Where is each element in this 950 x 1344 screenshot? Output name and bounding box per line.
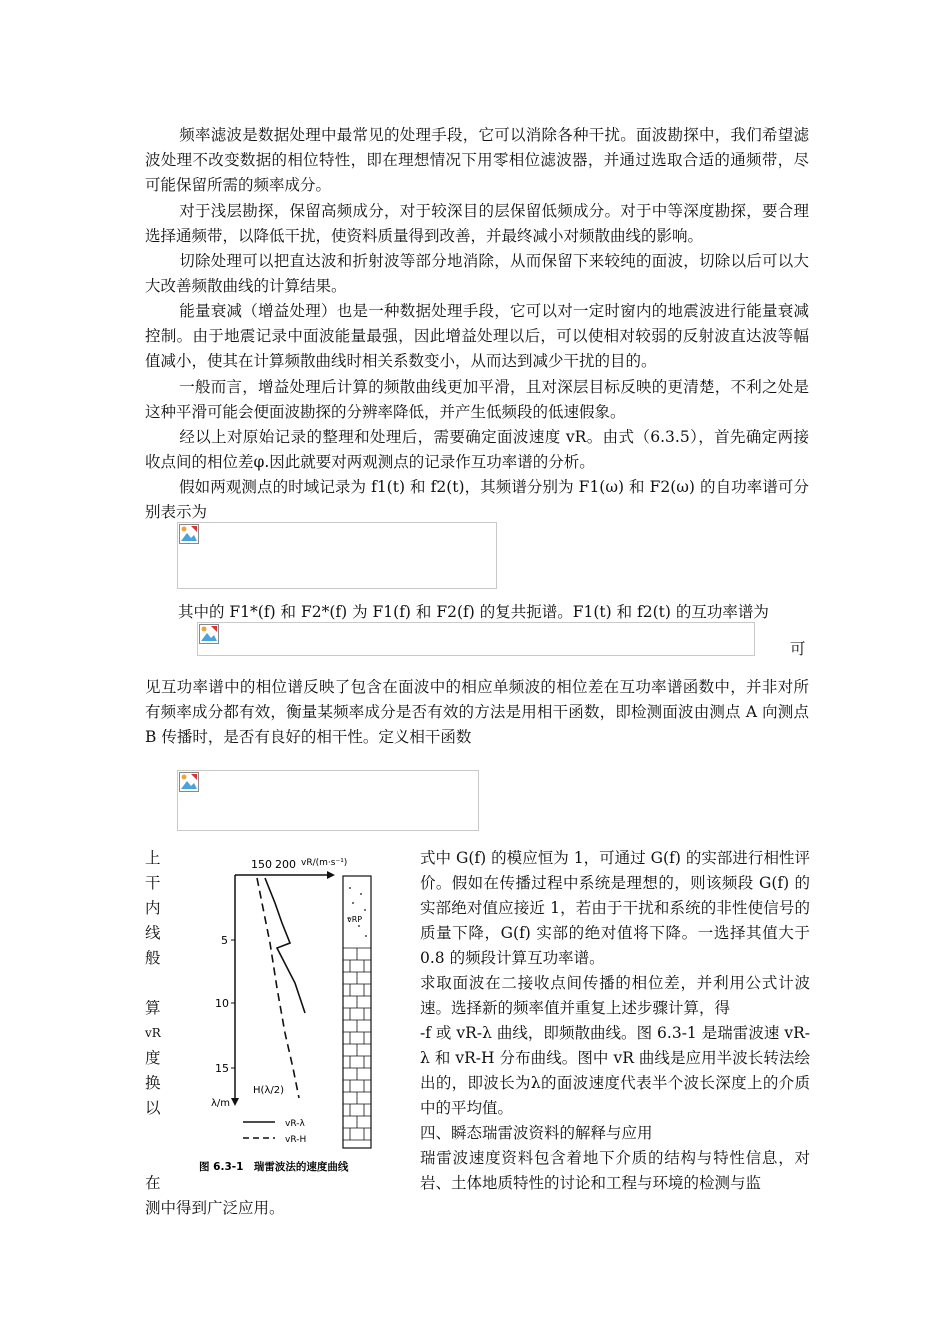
left-fragment-char: 度	[145, 1049, 161, 1067]
left-fragment-char: 上	[145, 849, 161, 867]
left-fragment-char: 算	[145, 999, 161, 1017]
formula-image-coherence	[177, 770, 479, 831]
broken-image-icon	[179, 524, 199, 544]
legend-solid-label: vR-λ	[285, 1119, 305, 1129]
depth-axis-label: λ/m	[211, 1098, 231, 1109]
paragraph-frequency-filtering: 频率滤波是数据处理中最常见的处理手段，它可以消除各种干扰。面波勘探中，我们希望滤波处理不改变数据的相位特性，即在理想情况下用零相位滤波器，并通过选取合适的通频带，尽可能保留所需的频率成分。	[145, 126, 809, 194]
top-tick-label: 150	[251, 858, 272, 871]
left-fragment-char: 以	[145, 1099, 161, 1117]
legend-dashed-label: vR-H	[285, 1135, 307, 1145]
paragraph-tail-char: 可	[790, 640, 806, 658]
depth-axis-arrow	[231, 1098, 239, 1106]
top-tick-label: 200	[275, 858, 296, 871]
paragraph-cross-power-spectrum: 其中的 F1*(f) 和 F2*(f) 为 F1(f) 和 F2(f) 的复共扼谱。F1(t) 和 f2(t) 的互功率谱为	[178, 603, 769, 621]
top-axis-arrow	[327, 871, 335, 879]
paragraph-shallow-exploration: 对于浅层勘探，保留高频成分，对于较深目的层保留低频成分。对于中等深度勘探，要合理选择通频带，以降低干扰，使资料质量得到改善，并最终减小对频散曲线的影响。	[145, 202, 809, 245]
left-fragment-char: 在	[145, 1174, 161, 1192]
section-heading-interpretation: 四、瞬态瑞雷波资料的解释与应用	[420, 1124, 653, 1142]
depth-tick-label: 15	[215, 1062, 229, 1075]
depth-tick-label: 10	[215, 997, 229, 1010]
left-fragment-char: 内	[145, 899, 161, 917]
formula-image-auto-power	[177, 522, 497, 589]
h-label: H(λ/2)	[253, 1085, 284, 1096]
paragraph-gain-processing: 一般而言，增益处理后计算的频散曲线更加平滑，且对深层目标反映的更清楚，不利之处是这种平滑可能会便面波勘探的分辨率降低，并产生低频段的低速假象。	[145, 378, 809, 421]
figure-rayleigh-velocity-curve	[195, 848, 415, 1178]
paragraph-energy-attenuation: 能量衰减（增益处理）也是一种数据处理手段，它可以对一定时窗内的地震波进行能量衰减控制。由于地震记录中面波能量最强，因此增益处理以后，可以使相对较弱的反射波直达波等幅值减小，使其在计算频散曲线时相关系数变小，从而达到减少干扰的目的。	[145, 302, 809, 370]
right-column-para-4: 瑞雷波速度资料包含着地下介质的结构与特性信息，对岩、土体地质特性的讨论和工程与环境的检测与监	[420, 1149, 810, 1192]
right-column-para-2: 求取面波在二接收点间传播的相位差，并利用公式计波速。选择新的频率值并重复上述步骤计算，得	[420, 974, 810, 1017]
top-axis-label: vR/(m·s⁻¹)	[301, 858, 348, 868]
figure-caption: 图 6.3-1 瑞雷波法的速度曲线	[199, 1161, 349, 1173]
column-label: vRP	[347, 915, 363, 924]
formula-image-cross-power	[197, 622, 755, 656]
left-fragment-char: 般	[145, 949, 161, 967]
paragraph-coherence-function: 见互功率谱中的相位谱反映了包含在面波中的相应单频波的相位差在互功率谱函数中，并非对所有频率成分都有效，衡量某频率成分是否有效的方法是用相干函数，即检测面波由测点 A 向测点 B 传播时，是否有良好的相干性。定义相干函数	[145, 678, 809, 746]
depth-tick-label: 5	[221, 934, 228, 947]
right-column-para-1: 式中 G(f) 的模应恒为 1，可通过 G(f) 的实部进行相性评价。假如在传播过程中系统是理想的，则该频段 G(f) 的实部绝对值应接近 1，若由于干扰和系统的非性使信号的质量下降，G(f) 实部的绝对值将下降。一选择其值大于 0.8 的频段计算互功率谱。	[420, 849, 810, 967]
paragraph-surface-wave-velocity: 经以上对原始记录的整理和处理后，需要确定面波速度 vR。由式（6.3.5），首先确定两接收点间的相位差φ.因此就要对两观测点的记录作互功率谱的分析。	[145, 428, 809, 471]
right-column-para-3: -f 或 vR-λ 曲线，即频散曲线。图 6.3-1 是瑞雷波速 vR-λ 和 vR-H 分布曲线。图中 vR 曲线是应用半波长转法绘出的，即波长为λ的面波速度代表半个波长深度上的介质中的平均值。	[420, 1024, 810, 1117]
paragraph-auto-power-spectrum: 假如两观测点的时域记录为 f1(t) 和 f2(t)，其频谱分别为 F1(ω) 和 F2(ω) 的自功率谱可分别表示为	[145, 478, 809, 521]
left-fragment-char: 换	[145, 1074, 161, 1092]
last-line: 测中得到广泛应用。	[145, 1199, 285, 1217]
paragraph-cutoff-processing: 切除处理可以把直达波和折射波等部分地消除，从而保留下来较纯的面波，切除以后可以大大改善频散曲线的计算结果。	[145, 252, 809, 295]
left-fragment-char: 线	[145, 924, 161, 942]
left-fragment-char: 干	[145, 874, 161, 892]
broken-image-icon	[179, 772, 199, 792]
left-fragment-char: vR	[145, 1026, 161, 1040]
broken-image-icon	[199, 624, 219, 644]
figure-svg	[195, 848, 415, 1178]
